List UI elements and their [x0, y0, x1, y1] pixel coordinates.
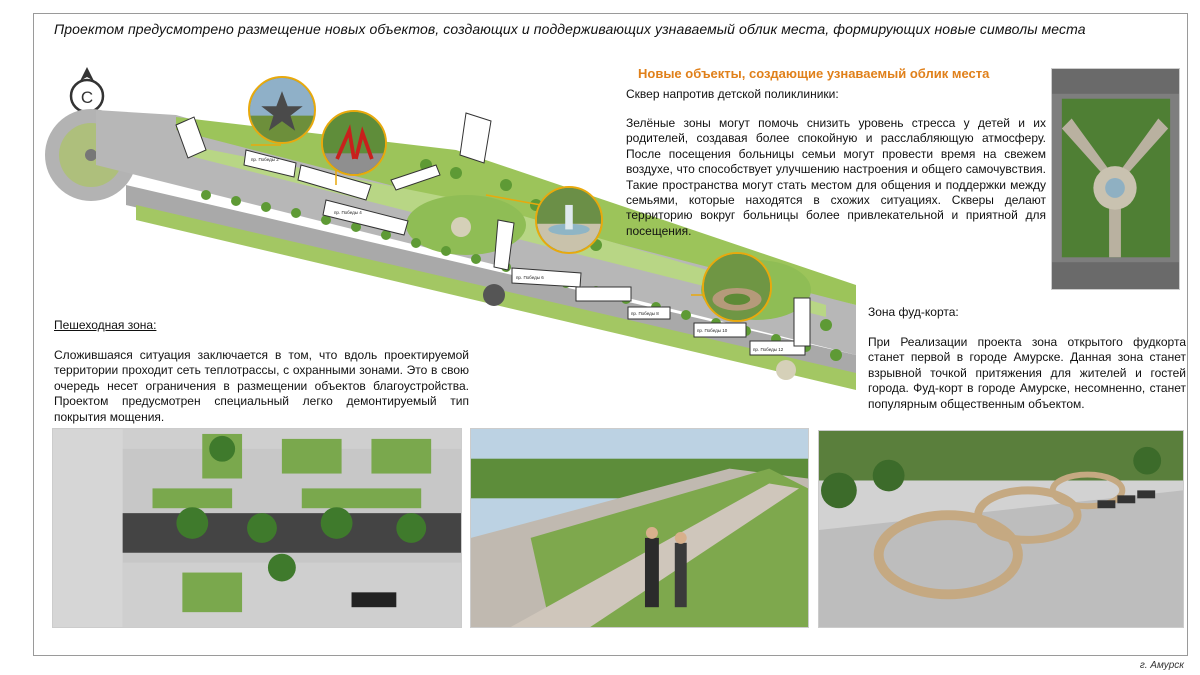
plan-label: пр. Победы 6 [516, 275, 544, 280]
pedestrian-zone-body: Сложившаяся ситуация заключается в том, что вдоль проектируемой территории проходит сеть теплотрассы, с охранными зонами. Это в свою очередь несет ограничения в размещении объектов благоустройства. Проектом предусмотрен специальный легко демонтируемый тип покрытия мощения. [54, 348, 469, 424]
pin-park-square [702, 252, 772, 322]
foodcourt-render [818, 430, 1184, 628]
plan-label: пр. Победы 4 [334, 210, 362, 215]
plan-label: пр. Победы 10 [697, 328, 728, 333]
page-title: Проектом предусмотрено размещение новых объектов, создающих и поддерживающих узнаваемый облик места, формирующих новые символы места [54, 21, 1086, 37]
aerial-square-image [1051, 68, 1180, 290]
footer-city: г. Амурск [1139, 660, 1184, 671]
compass-letter: С [80, 88, 94, 107]
new-objects-title: Новые объекты, создающие узнаваемый облик места [638, 66, 990, 81]
pin-monument [248, 76, 316, 144]
plan-label: пр. Победы 8 [631, 311, 659, 316]
foodcourt-body: При Реализации проекта зона открытого фудкорта станет первой в городе Амурске. Данная зона станет взрывной точкой притяжения для жителей и гостей города. Фуд-корт в городе Амурске, несомненно, станет популярным общественным объектом. [868, 335, 1186, 411]
pin-fountain [535, 186, 603, 254]
new-objects-subtitle: Сквер напротив детской поликлиники: [626, 87, 839, 101]
foodcourt-title: Зона фуд-корта: [868, 305, 959, 319]
pedestrian-walk-render [470, 428, 809, 628]
pedestrian-zone-title: Пешеходная зона: [54, 318, 157, 332]
pin-sculpture [321, 110, 387, 176]
plan-label: пр. Победы 12 [753, 347, 784, 352]
pedestrian-aerial-render [52, 428, 462, 628]
plan-label: пр. Победы 2 [251, 157, 279, 162]
new-objects-body: Зелёные зоны могут помочь снизить уровень стресса у детей и их родителей, создавая более спокойную и расслабляющую атмосферу. После посещения больницы семьи могут провести время на свежем воздухе, что способствует улучшению настроения и общего самочувствия. Такие пространства могут стать местом для общения и поддержки между семьями, которые находятся в схожих ситуациях. Скверы делают территорию вокруг больницы более привлекательной и приятной для посещения. [626, 116, 1046, 238]
